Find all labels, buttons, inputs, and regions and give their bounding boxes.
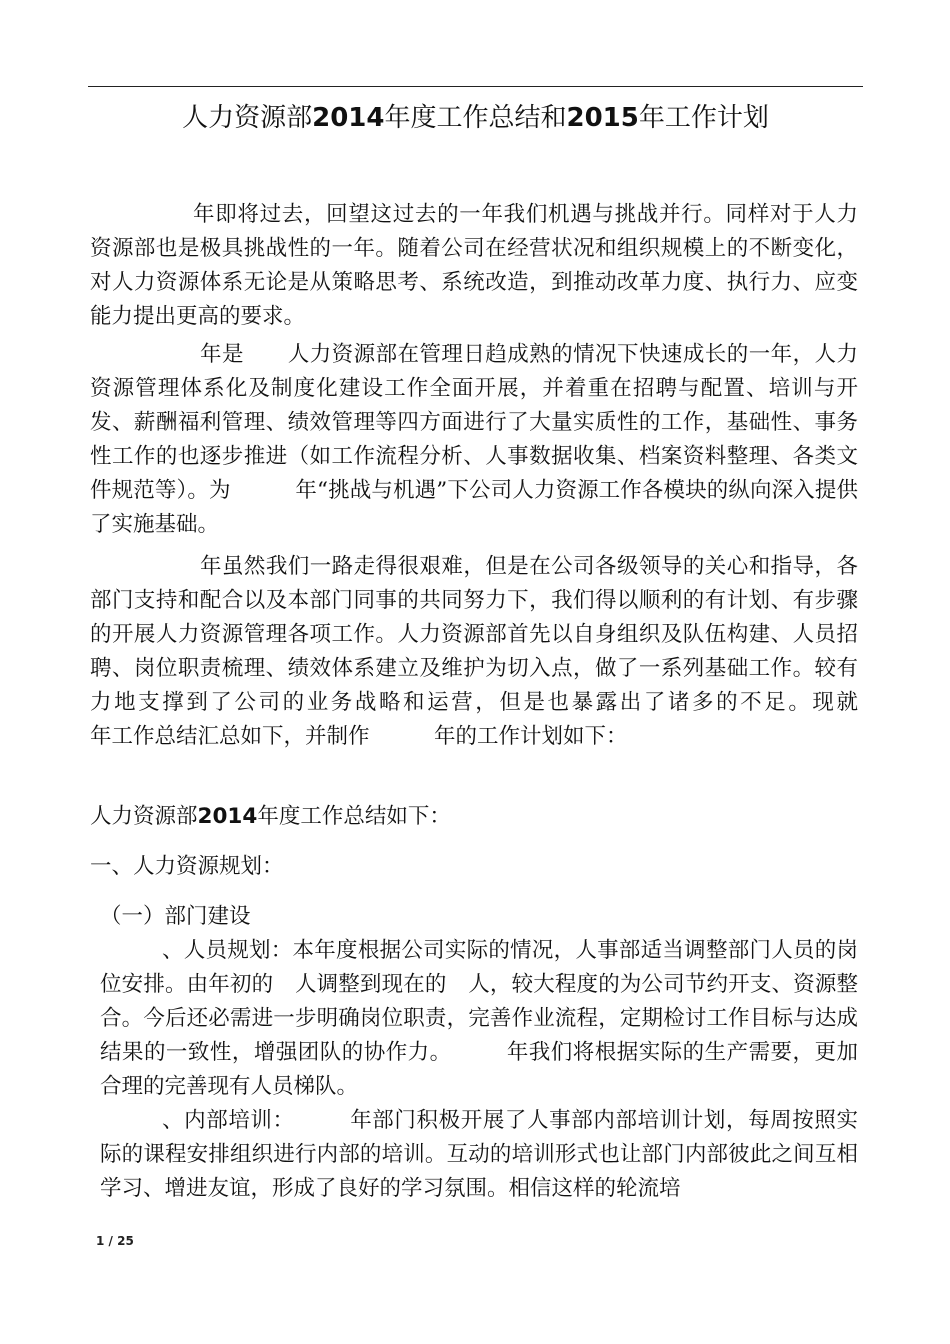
title-year-2015: 2015 xyxy=(566,103,639,133)
paragraph-overview: 年是 人力资源部在管理日趋成熟的情况下快速成长的一年，人力资源管理体系化及制度化建设工作全面开展，并着重在招聘与配置、培训与开发、薪酬福利管理、绩效管理等四方面进行了大量实质性的工作，基础性、事务性工作的也逐步推进（如工作流程分析、人事数据收集、档案资料整理、各类文件规范等）。为 年“挑战与机遇”下公司人力资源工作各模块的纵向深入提供了实施基础。 xyxy=(90,342,858,537)
page-number: 1 / 25 xyxy=(96,1234,134,1248)
subsection-heading-department: （一）部门建设 xyxy=(100,904,251,929)
title-suffix: 年工作计划 xyxy=(638,103,769,133)
title-prefix: 人力资源部 xyxy=(182,103,313,133)
document-title xyxy=(88,98,863,138)
summary-heading-prefix: 人力资源部 xyxy=(90,804,198,829)
header-rule xyxy=(88,86,863,87)
title-middle: 年度工作总结和 xyxy=(384,103,567,133)
summary-heading-year: 2014 xyxy=(197,804,258,829)
paragraph-review: 年虽然我们一路走得很艰难，但是在公司各级领导的关心和指导，各部门支持和配合以及本部门同事的共同努力下，我们得以顺利的有计划、有步骤的开展人力资源管理各项工作。人力资源部首先以自身组织及队伍构建、人员招聘、岗位职责梳理、绩效体系建立及维护为切入点，做了一系列基础工作。较有力地支撑到了公司的业务战略和运营，但是也暴露出了诸多的不足。现就 年工作总结汇总如下，并制作 年的工作计划如下： xyxy=(90,554,923,749)
summary-heading-suffix: 年度工作总结如下： xyxy=(257,804,451,829)
paragraph-staff-planning: 、人员规划：本年度根据公司实际的情况，人事部适当调整部门人员的岗位安排。由年初的 人调整到现在的 人，较大程度的为公司节约开支、资源整合。今后还必需进一步明确岗位职责，完善作业流程，定期检讨工作目标与达成结果的一致性，增强团队的协作力。 年我们将根据实际的生产需要，更加合理的完善现有人员梯队。 xyxy=(100,938,858,1099)
paragraph-intro: 年即将过去，回望这过去的一年我们机遇与挑战并行。同样对于人力资源部也是极具挑战性的一年。随着公司在经营状况和组织规模上的不断变化，对人力资源体系无论是从策略思考、系统改造，到推动改革力度、执行力、应变能力提出更高的要求。 xyxy=(90,202,858,329)
section-heading-hr-planning: 一、人力资源规划： xyxy=(90,854,284,879)
summary-heading xyxy=(90,800,451,834)
title-year-2014: 2014 xyxy=(312,103,385,133)
paragraph-internal-training: 、内部培训： 年部门积极开展了人事部内部培训计划，每周按照实际的课程安排组织进行内部的培训。互动的培训形式也让部门内部彼此之间互相学习、增进友谊，形成了良好的学习氛围。相信这样的轮流培 xyxy=(100,1108,858,1201)
